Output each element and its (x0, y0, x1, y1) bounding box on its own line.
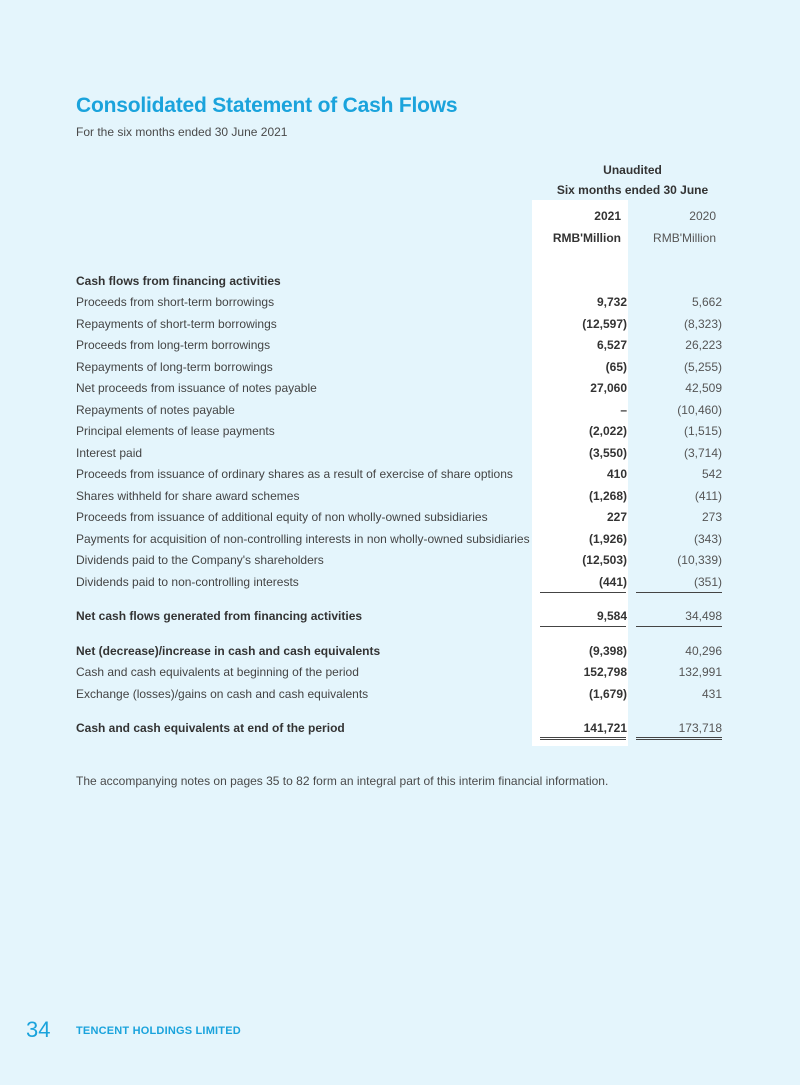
row-label: Proceeds from issuance of ordinary shares as a result of exercise of share options (76, 467, 513, 481)
table-row (76, 445, 726, 461)
company-name: TENCENT HOLDINGS LIMITED (76, 1025, 241, 1037)
value-2020: 273 (701, 510, 722, 524)
value-2021: 410 (606, 467, 627, 481)
value-2020: (1,515) (683, 424, 722, 438)
column-header-2021-year: 2021 (594, 209, 621, 223)
row-label: Principal elements of lease payments (76, 424, 275, 438)
table-row (76, 574, 726, 590)
table-row (76, 402, 726, 418)
value-2021: (1,679) (588, 687, 627, 701)
value-2020: 40,296 (685, 644, 722, 658)
value-2020: (351) (693, 575, 722, 589)
table-row (76, 643, 726, 659)
value-2021: 6,527 (596, 338, 627, 352)
value-2020: 542 (701, 467, 722, 481)
value-2021: (12,503) (582, 553, 627, 567)
table-row (76, 608, 726, 624)
row-label: Repayments of notes payable (76, 403, 235, 417)
row-label: Interest paid (76, 446, 143, 460)
value-2020: (411) (694, 489, 722, 503)
row-label: Exchange (losses)/gains on cash and cash equivalents (76, 687, 369, 701)
column-header-2020-unit: RMB'Million (653, 231, 716, 245)
value-2020: 26,223 (685, 338, 722, 352)
row-label: Cash and cash equivalents at end of the period (76, 721, 345, 735)
table-row (76, 466, 726, 482)
value-2021: (9,398) (588, 644, 627, 658)
row-label: Dividends paid to non-controlling interests (76, 575, 299, 589)
row-label: Dividends paid to the Company's shareholders (76, 553, 324, 567)
value-2021: (1,926) (588, 532, 627, 546)
value-2021: 9,584 (596, 609, 627, 623)
table-row (76, 664, 726, 680)
row-label: Payments for acquisition of non-controlling interests in non wholly-owned subsidiaries (76, 532, 530, 546)
total-rule-2020 (636, 626, 722, 627)
table-row (76, 380, 726, 396)
column-header-2021-unit: RMB'Million (552, 231, 621, 245)
table-row (76, 423, 726, 439)
table-row (76, 359, 726, 375)
total-rule-2021 (540, 626, 626, 627)
period-header: Six months ended 30 June (556, 183, 709, 197)
footnote: The accompanying notes on pages 35 to 82 form an integral part of this interim financial information. (76, 774, 609, 788)
row-label: Proceeds from long-term borrowings (76, 338, 271, 352)
value-2020: (8,323) (683, 317, 722, 331)
value-2021: 227 (606, 510, 627, 524)
value-2020: (10,339) (677, 553, 722, 567)
value-2021: 141,721 (583, 721, 627, 735)
table-row (76, 294, 726, 310)
column-header-2020-year: 2020 (689, 209, 716, 223)
table-row (76, 273, 726, 289)
value-2020: 132,991 (678, 665, 722, 679)
value-2021: (441) (598, 575, 627, 589)
value-2020: (5,255) (683, 360, 722, 374)
value-2021: – (620, 403, 627, 417)
value-2020: (343) (693, 532, 722, 546)
row-label: Shares withheld for share award schemes (76, 489, 300, 503)
row-label: Net (decrease)/increase in cash and cash equivalents (76, 644, 381, 658)
table-row (76, 316, 726, 332)
value-2021: (3,550) (588, 446, 627, 460)
value-2021: (1,268) (588, 489, 627, 503)
value-2020: 42,509 (685, 381, 722, 395)
grand-total-double-rule-2020 (636, 737, 722, 740)
row-label: Cash and cash equivalents at beginning of the period (76, 665, 359, 679)
value-2020: 34,498 (685, 609, 722, 623)
grand-total-double-rule-2021 (540, 737, 626, 740)
table-row (76, 720, 726, 736)
row-label: Cash flows from financing activities (76, 274, 281, 288)
row-label: Net cash flows generated from financing activities (76, 609, 363, 623)
table-row (76, 337, 726, 353)
value-2020: 431 (701, 687, 722, 701)
value-2021: 9,732 (596, 295, 627, 309)
value-2020: 5,662 (691, 295, 722, 309)
value-2021: (2,022) (588, 424, 627, 438)
row-label: Repayments of short-term borrowings (76, 317, 277, 331)
subtotal-rule-2021 (540, 592, 626, 593)
page-number: 34 (26, 1017, 51, 1042)
table-row (76, 686, 726, 702)
table-row (76, 488, 726, 504)
row-label: Net proceeds from issuance of notes payable (76, 381, 317, 395)
row-label: Proceeds from issuance of additional equity of non wholly-owned subsidiaries (76, 510, 488, 524)
row-label: Proceeds from short-term borrowings (76, 295, 275, 309)
value-2021: (65) (605, 360, 627, 374)
value-2021: (12,597) (582, 317, 627, 331)
value-2020: (10,460) (677, 403, 722, 417)
table-row (76, 552, 726, 568)
table-row (76, 509, 726, 525)
subtotal-rule-2020 (636, 592, 722, 593)
value-2021: 152,798 (583, 665, 627, 679)
value-2020: 173,718 (678, 721, 722, 735)
value-2021: 27,060 (590, 381, 627, 395)
page-title: Consolidated Statement of Cash Flows (76, 94, 458, 117)
unaudited-header: Unaudited (603, 163, 662, 177)
row-label: Repayments of long-term borrowings (76, 360, 273, 374)
table-row (76, 531, 726, 547)
page-subtitle: For the six months ended 30 June 2021 (76, 125, 288, 139)
value-2020: (3,714) (683, 446, 722, 460)
